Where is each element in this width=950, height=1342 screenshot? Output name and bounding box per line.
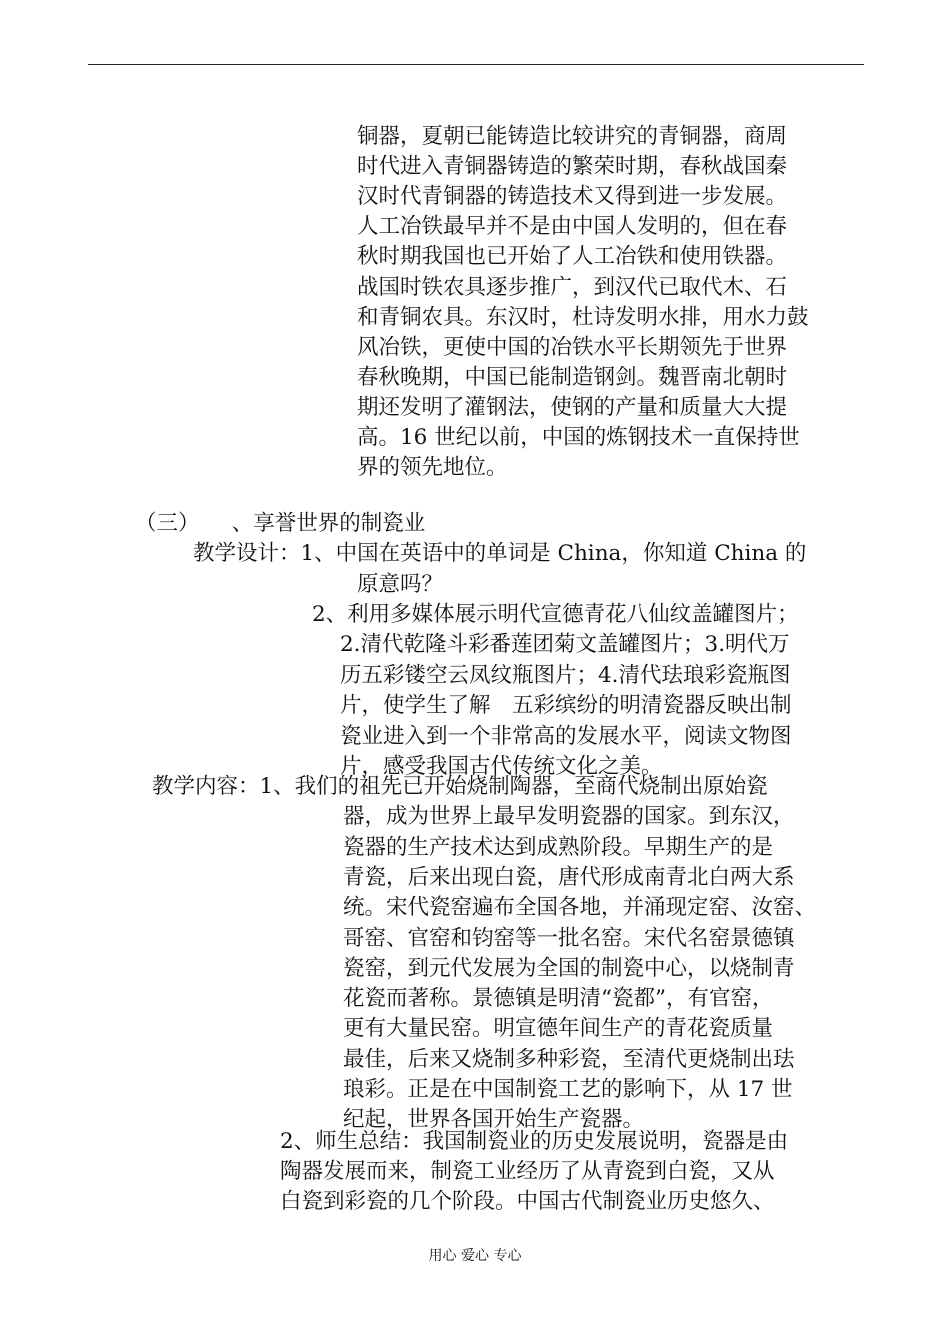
metal-line: 秋时期我国也已开始了人工冶铁和使用铁器。 xyxy=(357,244,788,270)
metal-line: 期还发明了灌钢法，使钢的产量和质量大大提 xyxy=(357,394,788,420)
content-1-line: 瓷窑，到元代发展为全国的制瓷中心，以烧制青 xyxy=(343,955,795,981)
content-1-line: 统。宋代瓷窑遍布全国各地，并涌现定窑、汝窑、 xyxy=(343,895,817,921)
metal-line: 人工冶铁最早并不是由中国人发明的，但在春 xyxy=(357,214,788,240)
metal-line: 汉时代青铜器的铸造技术又得到进一步发展。 xyxy=(357,184,788,210)
content-1-line: 琅彩。正是在中国制瓷工艺的影响下，从 17 世 xyxy=(343,1077,793,1102)
page-footer: 用心 爱心 专心 xyxy=(428,1248,522,1264)
content-1-line: 哥窑、官窑和钧窑等一批名窑。宋代名窑景德镇 xyxy=(343,925,795,951)
metal-line: 风冶铁，更使中国的冶铁水平长期领先于世界 xyxy=(357,334,788,360)
metal-line: 铜器，夏朝已能铸造比较讲究的青铜器，商周 xyxy=(357,124,788,149)
design-2-line: 2、利用多媒体展示明代宣德青花八仙纹盖罐图片； xyxy=(312,602,799,627)
content-1-line: 器，成为世界上最早发明瓷器的国家。到东汉， xyxy=(343,804,795,830)
content-2-line: 陶器发展而来，制瓷工业经历了从青瓷到白瓷，又从 xyxy=(280,1159,775,1185)
metal-line: 高。16 世纪以前，中国的炼钢技术一直保持世 xyxy=(357,425,800,450)
content-2-line: 白瓷到彩瓷的几个阶段。中国古代制瓷业历史悠久、 xyxy=(280,1189,775,1215)
metal-line: 界的领先地位。 xyxy=(357,455,508,481)
metal-line: 春秋晚期，中国已能制造钢剑。魏晋南北朝时 xyxy=(357,364,788,390)
content-1-line: 青瓷，后来出现白瓷，唐代形成南青北白两大系 xyxy=(343,864,795,890)
header-rule xyxy=(88,64,864,65)
content-1-line: 花瓷而著称。景德镇是明清“瓷都”，有官窑， xyxy=(343,986,774,1012)
design-2-line: 历五彩镂空云凤纹瓶图片；4.清代珐琅彩瓷瓶图 xyxy=(340,662,791,688)
content-1-line: 更有大量民窑。明宣德年间生产的青花瓷质量 xyxy=(343,1016,774,1042)
content-1-line: 纪起，世界各国开始生产瓷器。 xyxy=(343,1107,645,1133)
design-2-line: 瓷业进入到一个非常高的发展水平，阅读文物图 xyxy=(340,723,792,749)
content-1-line: 教学内容：1、我们的祖先已开始烧制陶器，至商代烧制出原始瓷 xyxy=(152,774,768,799)
design-1-line: 原意吗？ xyxy=(357,571,444,597)
metal-line: 战国时铁农具逐步推广，到汉代已取代木、石 xyxy=(357,274,788,300)
design-2-line: 2.清代乾隆斗彩番莲团菊文盖罐图片；3.明代万 xyxy=(340,632,790,658)
metal-line: 时代进入青铜器铸造的繁荣时期，春秋战国秦 xyxy=(357,154,788,180)
design-2-line: 片，使学生了解 五彩缤纷的明清瓷器反映出制 xyxy=(340,693,792,719)
design-2-line: 片，感受我国古代传统文化之美。 xyxy=(340,754,663,779)
design-1-line: 教学设计：1、中国在英语中的单词是 China，你知道 China 的 xyxy=(193,541,807,566)
content-1-line: 最佳，后来又烧制多种彩瓷，至清代更烧制出珐 xyxy=(343,1046,795,1072)
content-1-line: 瓷器的生产技术达到成熟阶段。早期生产的是 xyxy=(343,834,774,860)
content-2-line: 2、师生总结：我国制瓷业的历史发展说明，瓷器是由 xyxy=(280,1129,789,1154)
metal-line: 和青铜农具。东汉时，杜诗发明水排，用水力鼓 xyxy=(357,304,809,330)
heading-line: （三） 、享誉世界的制瓷业 xyxy=(135,511,426,536)
